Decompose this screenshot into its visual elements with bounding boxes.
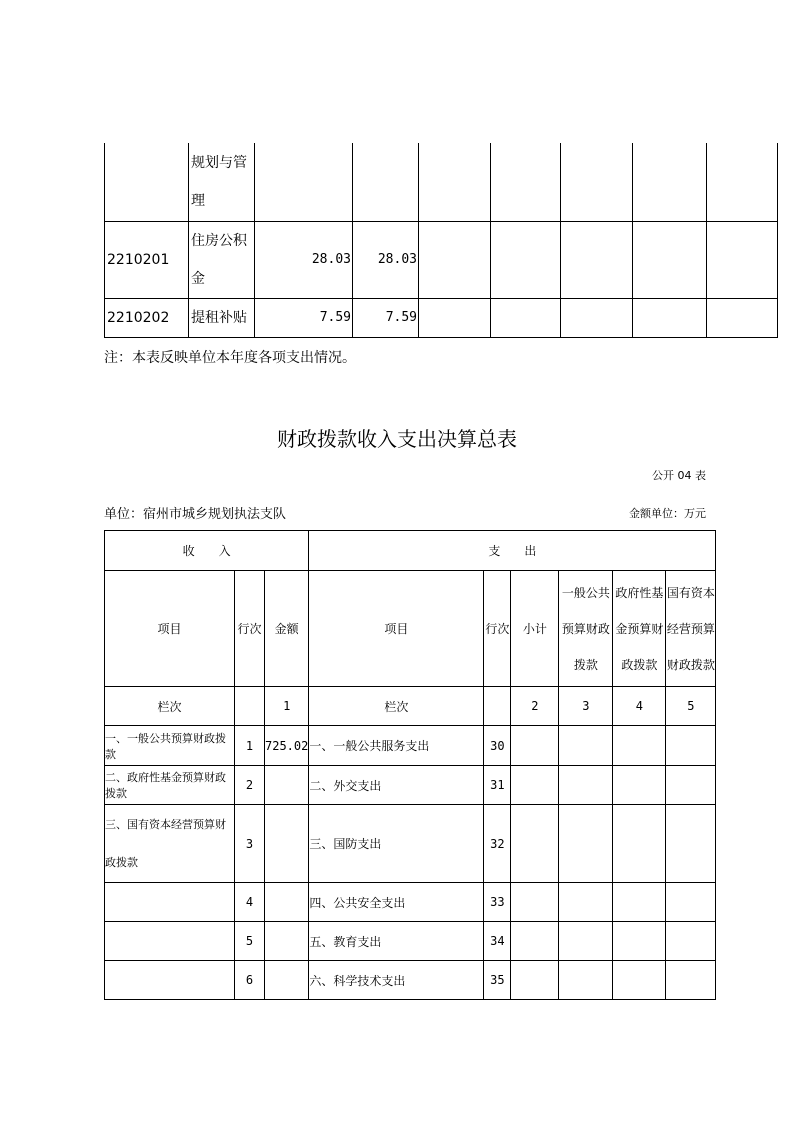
money-unit-label: 金额单位：万元 <box>629 507 706 520</box>
income-item: 三、国有资本经营预算财政拨款 <box>105 805 235 883</box>
table-row <box>105 766 716 805</box>
expense-item: 三、国防支出 <box>309 805 484 883</box>
income-item: 一、一般公共预算财政拨款 <box>105 726 235 766</box>
subject-code: 2210202 <box>105 298 189 337</box>
row-number: 33 <box>484 883 511 922</box>
col-state-capital: 国有资本 经营预算 财政拨款 <box>666 571 716 687</box>
expense-item: 一、一般公共服务支出 <box>309 726 484 766</box>
amount-cell: 7.59 <box>255 298 353 337</box>
table-code: 公开 04 表 <box>652 469 706 482</box>
expense-item: 六、科学技术支出 <box>309 961 484 1000</box>
income-item <box>105 883 235 922</box>
subject-name: 规划与管 理 <box>189 143 255 221</box>
expense-detail-table <box>104 143 778 338</box>
col-amount: 金额 <box>265 571 309 687</box>
table-row <box>105 298 778 337</box>
amount-cell: 28.03 <box>255 221 353 298</box>
income-header: 收 入 <box>105 531 309 571</box>
row-number: 30 <box>484 726 511 766</box>
amount-cell <box>255 143 353 221</box>
income-item <box>105 922 235 961</box>
col-row: 行次 <box>484 571 511 687</box>
amount-cell <box>265 961 309 1000</box>
table-row <box>105 961 716 1000</box>
amount-cell: 725.02 <box>265 726 309 766</box>
row-number: 32 <box>484 805 511 883</box>
expense-header: 支 出 <box>309 531 716 571</box>
col-fund-budget: 政府性基 金预算财 政拨款 <box>613 571 666 687</box>
row-number: 31 <box>484 766 511 805</box>
amount-cell: 7.59 <box>353 298 419 337</box>
row-number: 35 <box>484 961 511 1000</box>
table-row <box>105 221 778 298</box>
row-number: 4 <box>235 883 265 922</box>
fiscal-summary-table <box>104 530 716 1000</box>
amount-cell <box>353 143 419 221</box>
page-title: 财政拨款收入支出决算总表 <box>277 427 517 451</box>
table-row <box>105 883 716 922</box>
subject-name: 提租补贴 <box>189 298 255 337</box>
expense-item: 五、教育支出 <box>309 922 484 961</box>
subject-name: 住房公积 金 <box>189 221 255 298</box>
col-subtotal: 小计 <box>511 571 559 687</box>
header-row <box>105 571 716 687</box>
amount-cell <box>265 883 309 922</box>
row-number: 5 <box>235 922 265 961</box>
amount-cell <box>265 766 309 805</box>
row-number: 1 <box>235 726 265 766</box>
col-item: 项目 <box>309 571 484 687</box>
header-row <box>105 531 716 571</box>
unit-label: 单位：宿州市城乡规划执法支队 <box>104 507 287 522</box>
col-general-budget: 一般公共 预算财政 拨款 <box>559 571 613 687</box>
table-row <box>105 726 716 766</box>
subject-code <box>105 143 189 221</box>
amount-cell: 28.03 <box>353 221 419 298</box>
amount-cell <box>265 805 309 883</box>
col-row: 行次 <box>235 571 265 687</box>
lanci-row: 栏次 1 栏次 2 3 4 5 <box>105 687 716 726</box>
row-number: 2 <box>235 766 265 805</box>
table-note: 注：本表反映单位本年度各项支出情况。 <box>104 350 356 366</box>
row-number: 34 <box>484 922 511 961</box>
table-row <box>105 805 716 883</box>
expense-item: 四、公共安全支出 <box>309 883 484 922</box>
expense-item: 二、外交支出 <box>309 766 484 805</box>
amount-cell <box>265 922 309 961</box>
income-item: 二、政府性基金预算财政拨款 <box>105 766 235 805</box>
row-number: 3 <box>235 805 265 883</box>
subject-code: 2210201 <box>105 221 189 298</box>
table-row <box>105 143 778 221</box>
income-item <box>105 961 235 1000</box>
row-number: 6 <box>235 961 265 1000</box>
col-item: 项目 <box>105 571 235 687</box>
table-row <box>105 922 716 961</box>
